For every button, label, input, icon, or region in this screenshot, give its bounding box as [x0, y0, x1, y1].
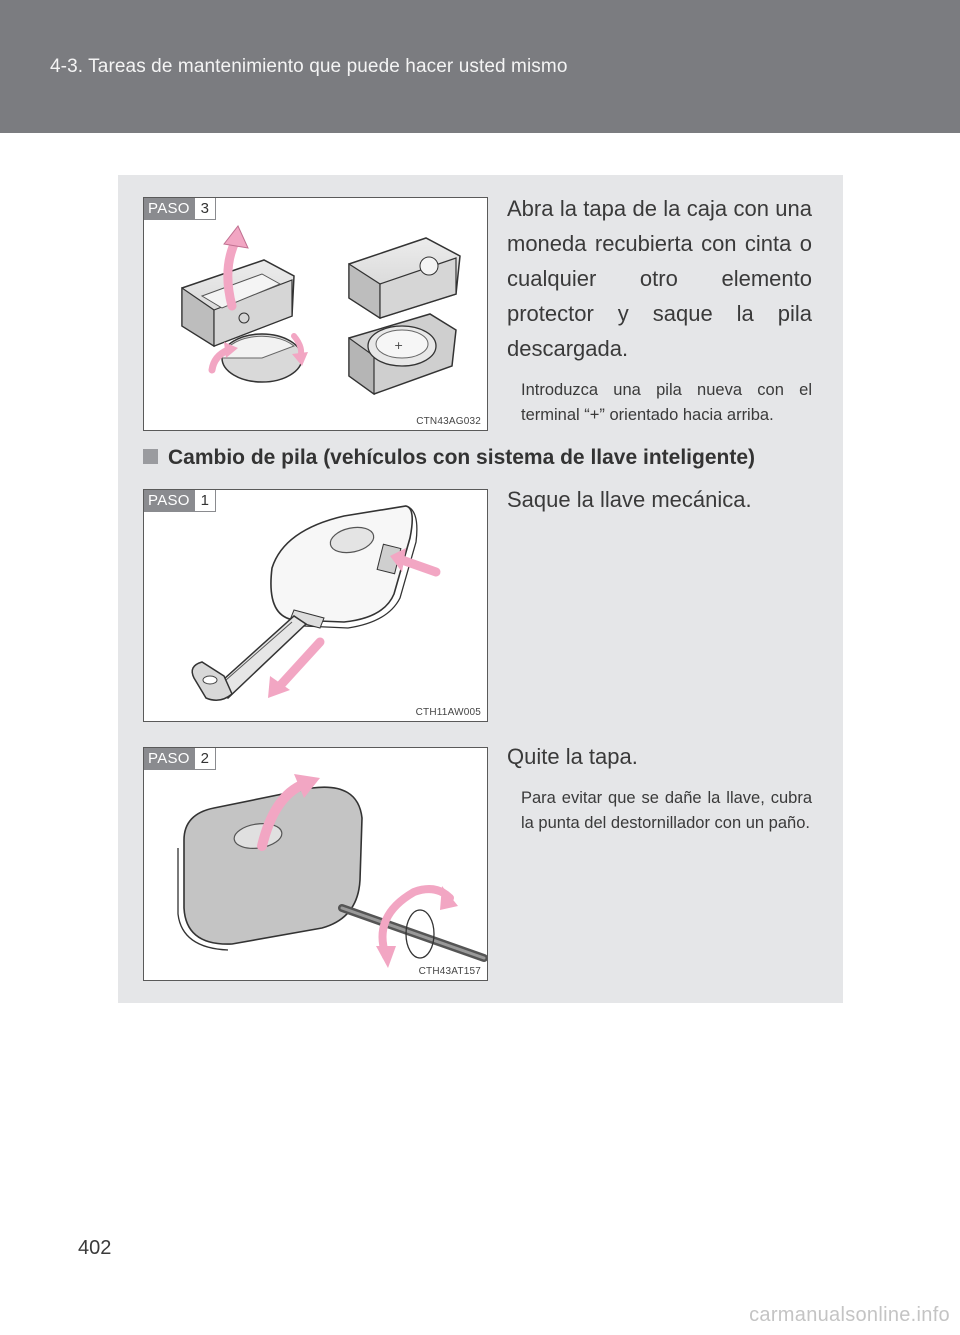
page-header: [0, 0, 960, 133]
mechanical-key-removal-illustration: [144, 490, 488, 722]
step-1-text: [507, 482, 812, 517]
step-number: 2: [194, 748, 216, 770]
square-bullet-icon: [143, 449, 158, 464]
step-2-note: Para evitar que se dañe la llave, cubra la punta del destornillador con un paño.: [521, 789, 812, 832]
step-word: PASO: [144, 490, 194, 512]
step-word: PASO: [144, 198, 194, 220]
remove-cover-illustration: [144, 748, 488, 981]
step-3-note: Introduzca una pila nueva con el terminal “+” orientado hacia arriba.: [521, 381, 812, 424]
chapter-title: 4-3. Tareas de mantenimiento que puede hacer usted mismo: [50, 56, 568, 77]
step-number: 1: [194, 490, 216, 512]
step-2-instruction: Quite la tapa.: [507, 744, 638, 769]
step-3-text: [507, 191, 812, 428]
figure-code: CTH11AW005: [415, 707, 481, 718]
step-badge: [144, 490, 216, 512]
step-badge: [144, 198, 216, 220]
step-2-text: [507, 739, 812, 836]
key-fob-open-case-illustration: [144, 198, 488, 431]
figure-step-2: [143, 747, 488, 981]
page-number: 402: [78, 1237, 112, 1259]
figure-step-3: [143, 197, 488, 431]
step-3-instruction: Abra la tapa de la caja con una moneda recubierta con cinta o cualquier otro elemento protector y saque la pila descargada.: [507, 196, 812, 361]
figure-code: CTH43AT157: [418, 966, 481, 977]
step-badge: [144, 748, 216, 770]
figure-step-1: [143, 489, 488, 722]
svg-text:+: +: [394, 339, 404, 352]
step-number: 3: [194, 198, 216, 220]
section-heading: [143, 446, 755, 470]
section-heading-text: Cambio de pila (vehículos con sistema de llave inteligente): [168, 446, 755, 469]
step-1-instruction: Saque la llave mecánica.: [507, 487, 752, 512]
figure-code: CTN43AG032: [416, 416, 481, 427]
watermark: carmanualsonline.info: [749, 1304, 950, 1326]
step-word: PASO: [144, 748, 194, 770]
